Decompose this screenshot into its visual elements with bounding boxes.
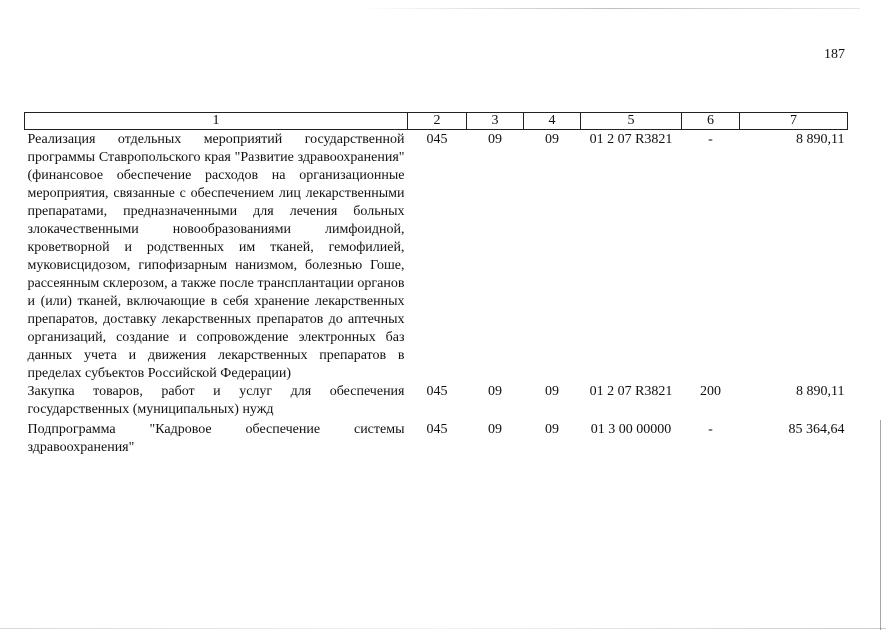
page-number: 187 <box>824 47 845 62</box>
header-col-2: 2 <box>408 113 467 130</box>
row-col-5: 01 2 07 R3821 <box>589 384 673 399</box>
table-row <box>25 130 848 384</box>
row-col-6: - <box>708 132 713 147</box>
scan-edge-bottom <box>0 628 886 629</box>
header-col-5: 5 <box>581 113 682 130</box>
row-name: Реализация отдельных мероприятий государственной программы Ставропольского края "Развитие здравоохранения" (финансовое обеспечение расходов на организационные мероприятия, связанные с обеспечением лиц лекарственными препаратами, предназначенными для лечения больных злокачественными новообразованиями лимфоидной, кроветворной и родственных им тканей, гемофилией, муковисцидозом, гипофизарным нанизмом, болезнью Гоше, рассеянным склерозом, а также после трансплантации органов и (или) тканей, включающие в себя хранение лекарственных препаратов, доставку лекарственных препаратов до аптечных организаций, создание и сопровождение электронных баз данных учета и движения лекарственных препаратов в пределах субъектов Российской Федерации) <box>27 132 405 381</box>
row-col-2: 045 <box>426 132 448 147</box>
row-col-6: - <box>708 422 713 437</box>
row-col-4: 09 <box>545 132 559 147</box>
row-col-7: 8 890,11 <box>796 132 845 147</box>
row-name: Закупка товаров, работ и услуг для обеспечения государственных (муниципальных) нужд <box>27 384 405 417</box>
row-col-6: 200 <box>700 384 721 399</box>
row-col-5: 01 2 07 R3821 <box>589 132 673 147</box>
budget-table <box>24 112 848 457</box>
row-col-4: 09 <box>545 384 559 399</box>
scan-edge-right <box>880 420 881 630</box>
row-col-2: 045 <box>426 422 448 437</box>
table-row <box>25 383 848 421</box>
row-col-3: 09 <box>488 384 502 399</box>
header-col-3: 3 <box>467 113 524 130</box>
header-row <box>25 113 848 130</box>
scan-edge-top <box>360 8 860 9</box>
row-col-3: 09 <box>488 132 502 147</box>
row-col-5: 01 3 00 00000 <box>590 422 672 437</box>
row-col-7: 85 364,64 <box>788 422 845 437</box>
row-col-7: 8 890,11 <box>796 384 845 399</box>
row-col-3: 09 <box>488 422 502 437</box>
header-col-4: 4 <box>524 113 581 130</box>
row-col-2: 045 <box>426 384 448 399</box>
header-col-6: 6 <box>682 113 740 130</box>
row-name: Подпрограмма "Кадровое обеспечение системы здравоохранения" <box>27 422 405 455</box>
header-col-7: 7 <box>740 113 848 130</box>
table-row <box>25 421 848 457</box>
header-col-1: 1 <box>25 113 408 130</box>
table-body <box>25 130 848 458</box>
row-col-4: 09 <box>545 422 559 437</box>
table-header <box>25 113 848 130</box>
